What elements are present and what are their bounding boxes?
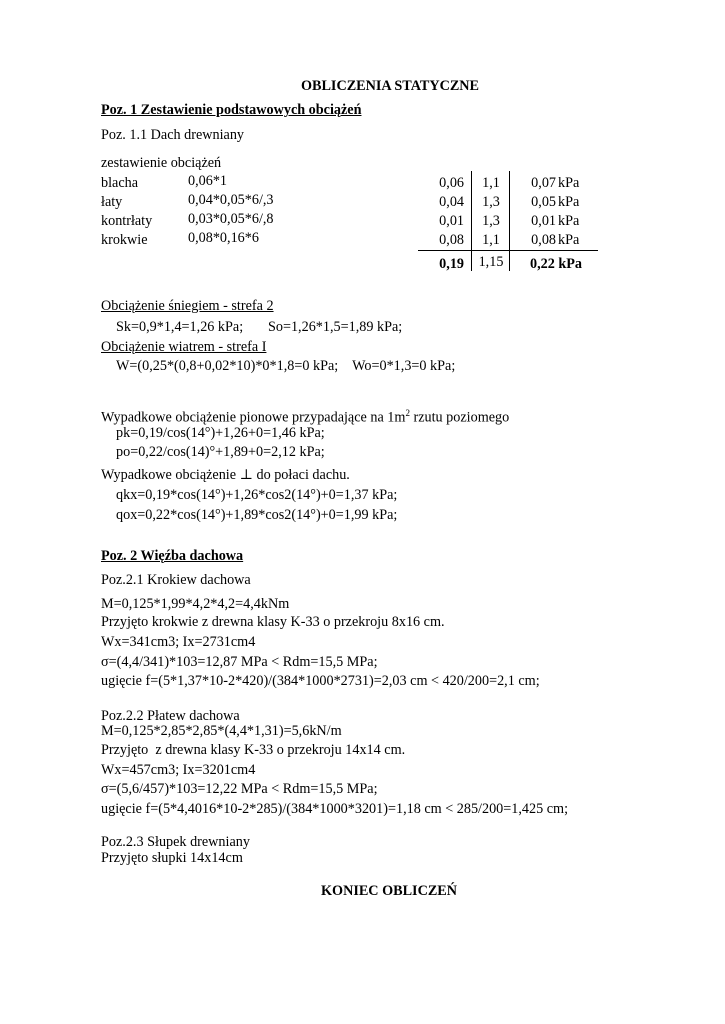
load-factor: 1,3 [482, 194, 500, 210]
total-design-value: 0,22 kPa [530, 256, 583, 272]
snow-calculation: Sk=0,9*1,4=1,26 kPa; So=1,26*1,5=1,89 kPa; [116, 319, 403, 335]
load-name: krokwie [101, 232, 148, 248]
purlin-calc-line: Przyjęto z drewna klasy K-33 o przekroju 14x14 cm. [101, 742, 406, 758]
rafter-calc-line: Przyjęto krokwie z drewna klasy K-33 o przekroju 8x16 cm. [101, 614, 445, 630]
snow-heading: Obciążenie śniegiem - strefa 2 [101, 298, 274, 314]
table-total-rule [418, 250, 598, 251]
purlin-calc-line: M=0,125*2,85*2,85*(4,4*1,31)=5,6kN/m [101, 723, 342, 739]
load-design-value: 0,08 [531, 232, 556, 248]
total-factor: 1,15 [478, 254, 504, 270]
load-design-value: 0,01 [531, 213, 556, 229]
wind-heading: Obciążenie wiatrem - strefa I [101, 339, 267, 355]
end-of-calculations: KONIEC OBLICZEŃ [321, 883, 457, 899]
load-name: kontrłaty [101, 213, 153, 229]
load-formula: 0,04*0,05*6/,3 [188, 192, 274, 208]
total-char-value: 0,19 [439, 256, 464, 272]
purlin-calc-line: σ=(5,6/457)*103=12,22 MPa < Rdm=15,5 MPa; [101, 781, 378, 797]
rafter-calc-line: M=0,125*1,99*4,2*4,2=4,4kNm [101, 596, 290, 612]
qkx-calculation: qkx=0,19*cos(14°)+1,26*cos2(14°)+0=1,37 kPa; [116, 487, 398, 503]
load-name: łaty [101, 194, 123, 210]
document-title: OBLICZENIA STATYCZNE [300, 78, 480, 94]
pos2-heading: Poz. 2 Więźba dachowa [101, 548, 244, 564]
purlin-title: Poz.2.2 Płatew dachowa [101, 708, 240, 724]
load-unit: kPa [558, 194, 580, 210]
perpendicular-load-intro: Wypadkowe obciążenie ⊥ do połaci dachu. [101, 467, 350, 483]
load-factor: 1,1 [482, 175, 500, 191]
load-unit: kPa [558, 175, 580, 191]
load-table-caption: zestawienie obciążeń [101, 155, 222, 171]
load-char-value: 0,08 [439, 232, 464, 248]
post-title: Poz.2.3 Słupek drewniany [101, 834, 250, 850]
wind-calculation: W=(0,25*(0,8+0,02*10)*0*1,8=0 kPa; Wo=0*1,3=0 kPa; [116, 358, 456, 374]
load-design-value: 0,07 [531, 175, 556, 191]
pos1-heading: Poz. 1 Zestawienie podstawowych obciążeń [101, 102, 362, 118]
rafter-calc-line: ugięcie f=(5*1,37*10-2*420)/(384*1000*2731)=2,03 cm < 420/200=2,1 cm; [101, 673, 540, 689]
load-factor: 1,3 [482, 213, 500, 229]
load-char-value: 0,01 [439, 213, 464, 229]
load-formula: 0,06*1 [188, 173, 228, 189]
load-formula: 0,03*0,05*6/,8 [188, 211, 274, 227]
pk-calculation: pk=0,19/cos(14°)+1,26+0=1,46 kPa; [116, 425, 325, 441]
po-calculation: po=0,22/cos(14)°+1,89+0=2,12 kPa; [116, 444, 325, 460]
load-unit: kPa [558, 213, 580, 229]
pos1-sub-heading: Poz. 1.1 Dach drewniany [101, 127, 245, 143]
rafter-calc-line: Wx=341cm3; Ix=2731cm4 [101, 634, 256, 650]
load-factor: 1,1 [482, 232, 500, 248]
load-design-value: 0,05 [531, 194, 556, 210]
purlin-calc-line: Wx=457cm3; Ix=3201cm4 [101, 762, 256, 778]
load-unit: kPa [558, 232, 580, 248]
load-name: blacha [101, 175, 139, 191]
purlin-calc-line: ugięcie f=(5*4,4016*10-2*285)/(384*1000*3201)=1,18 cm < 285/200=1,425 cm; [101, 801, 569, 817]
load-char-value: 0,06 [439, 175, 464, 191]
rafter-calc-line: σ=(4,4/341)*103=12,87 MPa < Rdm=15,5 MPa; [101, 654, 378, 670]
vertical-load-intro: Wypadkowe obciążenie pionowe przypadające na $1m^2$ rzutu poziomego [101, 408, 510, 426]
load-formula: 0,08*0,16*6 [188, 230, 259, 246]
post-calc-line: Przyjęto słupki 14x14cm [101, 850, 243, 866]
rafter-title: Poz.2.1 Krokiew dachowa [101, 572, 251, 588]
qox-calculation: qox=0,22*cos(14°)+1,89*cos2(14°)+0=1,99 kPa; [116, 507, 398, 523]
load-char-value: 0,04 [439, 194, 464, 210]
